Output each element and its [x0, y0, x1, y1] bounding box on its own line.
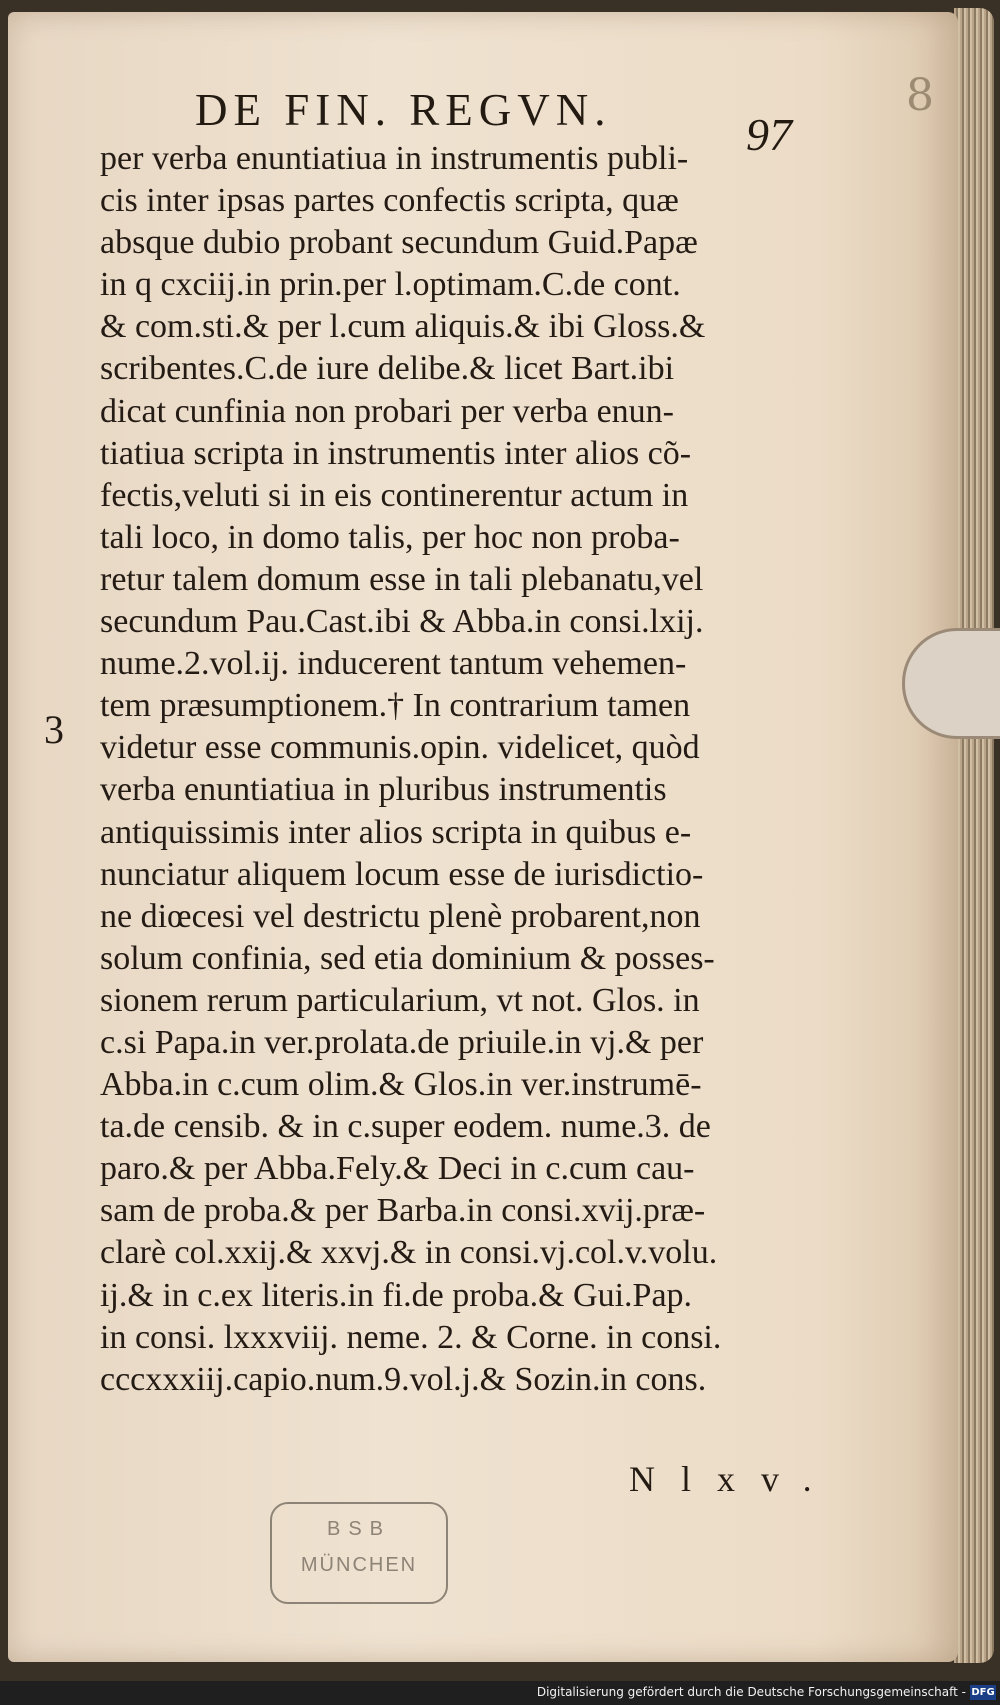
text-line: retur talem domum esse in tali plebanatu,vel — [100, 560, 704, 598]
text-line: in q cxciij.in prin.per l.optimam.C.de cont. — [100, 266, 681, 304]
pencil-corner-mark: 8 — [906, 70, 934, 121]
library-stamp — [270, 1502, 448, 1604]
text-line: absque dubio probant secundum Guid.Papæ — [100, 224, 698, 262]
text-line: dicat cunfinia non probari per verba enun- — [100, 392, 674, 430]
text-line: nume.2.vol.ij. inducerent tantum vehemen- — [100, 645, 687, 683]
footer-credit: Digitalisierung gefördert durch die Deutsche Forschungsgemeinschaft - — [536, 1685, 966, 1699]
stamp-line-1: BSB — [326, 1518, 392, 1540]
text-line: ij.& in c.ex literis.in fi.de proba.& Gui.Pap. — [100, 1276, 693, 1314]
text-line: cis inter ipsas partes confectis scripta, quæ — [100, 182, 679, 220]
text-line: verba enuntiatiua in pluribus instrumentis — [100, 771, 667, 809]
page-edge-stack — [954, 8, 994, 1663]
page-clip — [902, 628, 1000, 739]
text-line: videtur esse communis.opin. videlicet, quòd — [100, 729, 700, 767]
text-line: paro.& per Abba.Fely.& Deci in c.cum cau- — [100, 1150, 695, 1188]
marginal-note-number: 3 — [44, 707, 64, 752]
text-line: sionem rerum particularium, vt not. Glos. in — [100, 981, 700, 1019]
text-line: clarè col.xxij.& xxvj.& in consi.vj.col.v.volu. — [100, 1234, 718, 1272]
text-line: ne diœcesi vel destrictu plenè probarent,non — [100, 897, 701, 935]
text-line: ta.de censib. & in c.super eodem. nume.3. de — [100, 1108, 711, 1146]
signature-catchword: lxv. — [681, 1459, 838, 1499]
text-line: per verba enuntiatiua in instrumentis publi- — [100, 140, 689, 177]
dfg-logo: DFG — [971, 1687, 995, 1698]
text-line: c.si Papa.in ver.prolata.de priuile.in vj.& per — [100, 1023, 704, 1061]
text-line: tali loco, in domo talis, per hoc non proba- — [100, 518, 680, 556]
text-line: Abba.in c.cum olim.& Glos.in ver.instrumē- — [100, 1066, 702, 1104]
running-header: DE FIN. REGVN. — [195, 85, 612, 135]
text-line: & com.sti.& per l.cum aliquis.& ibi Gloss.& — [100, 308, 706, 346]
text-line: cccxxxiij.capio.num.9.vol.j.& Sozin.in cons. — [100, 1360, 707, 1398]
body-text — [100, 138, 820, 1401]
text-line: tem præsumptionem.† In contrarium tamen — [100, 687, 691, 725]
text-line: in consi. lxxxviij. neme. 2. & Corne. in consi. — [100, 1318, 722, 1356]
signature-letter: N — [629, 1459, 681, 1499]
text-line: antiquissimis inter alios scripta in quibus e- — [100, 813, 692, 851]
signature-mark — [629, 1458, 838, 1500]
text-line: sam de proba.& per Barba.in consi.xvij.præ- — [100, 1192, 706, 1230]
text-line: nunciatur aliquem locum esse de iurisdictio- — [100, 855, 704, 893]
text-line: secundum Pau.Cast.ibi & Abba.in consi.lxij. — [100, 603, 704, 641]
text-line: solum confinia, sed etia dominium & posses- — [100, 939, 715, 977]
footer-bar — [0, 1681, 1000, 1705]
text-line: fectis,veluti si in eis continerentur actum in — [100, 476, 689, 514]
stamp-line-2: MÜNCHEN — [300, 1554, 418, 1576]
text-line: scribentes.C.de iure delibe.& licet Bart.ibi — [100, 350, 675, 388]
text-line: tiatiua scripta in instrumentis inter alios cõ- — [100, 434, 692, 472]
folio-number: 97 — [746, 109, 792, 160]
